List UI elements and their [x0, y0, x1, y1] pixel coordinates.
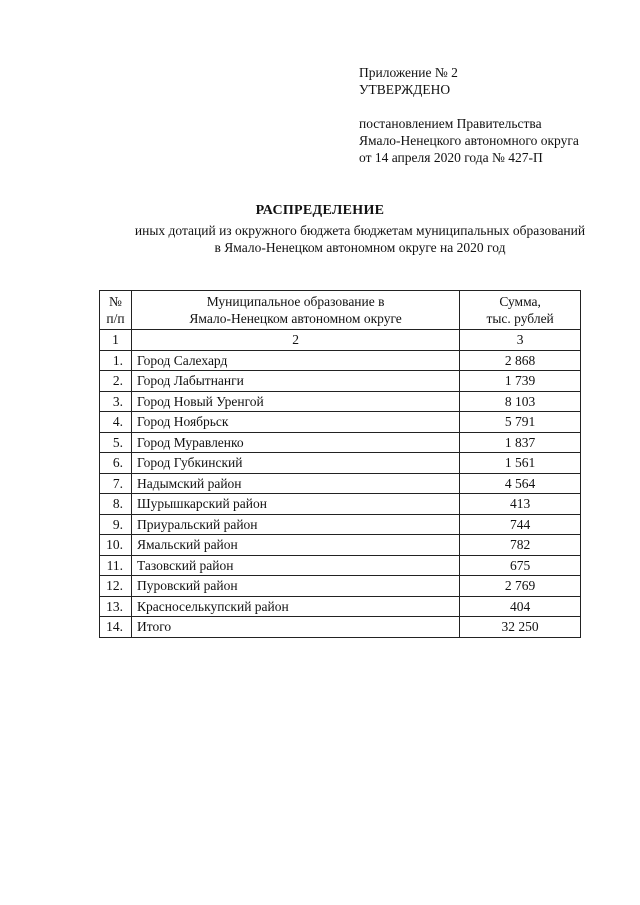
header-municipality-line-2: Ямало-Ненецком автономном округе	[189, 311, 402, 326]
column-index-3: 3	[460, 330, 581, 351]
table-row	[100, 576, 581, 597]
header-number-line-1: №	[109, 294, 122, 309]
subsidy-amount: 404	[460, 596, 581, 617]
subtitle-line-1: иных дотаций из окружного бюджета бюджетам муниципальных образований	[134, 223, 586, 238]
table-row	[100, 391, 581, 412]
header-sum-line-1: Сумма,	[499, 294, 541, 309]
header-municipality-line-1: Муниципальное образование в	[206, 294, 385, 309]
decree-line-1: постановлением Правительства	[359, 116, 542, 131]
municipality-name: Город Губкинский	[131, 453, 459, 474]
table-header-row	[100, 291, 581, 330]
document-title: РАСПРЕДЕЛЕНИЕ	[255, 203, 385, 218]
table-row	[100, 514, 581, 535]
header-sum-line-2: тыс. рублей	[486, 311, 554, 326]
subsidy-amount: 782	[460, 535, 581, 556]
municipality-name: Город Лабытнанги	[131, 371, 459, 392]
appendix-number: Приложение № 2	[359, 65, 458, 80]
approved-label: УТВЕРЖДЕНО	[359, 82, 451, 97]
subsidy-amount: 5 791	[460, 412, 581, 433]
table-row	[100, 596, 581, 617]
table-row	[100, 555, 581, 576]
row-number: 9.	[100, 514, 132, 535]
row-number: 10.	[100, 535, 132, 556]
table-row	[100, 453, 581, 474]
row-number: 3.	[100, 391, 132, 412]
subsidy-amount: 413	[460, 494, 581, 515]
subsidy-amount: 1 739	[460, 371, 581, 392]
municipality-name: Город Муравленко	[131, 432, 459, 453]
table-row	[100, 350, 581, 371]
row-number: 13.	[100, 596, 132, 617]
table-row	[100, 371, 581, 392]
document-subtitle	[80, 222, 640, 256]
table-row	[100, 473, 581, 494]
row-number: 11.	[100, 555, 132, 576]
table-row	[100, 432, 581, 453]
municipality-name: Шурышкарский район	[131, 494, 459, 515]
header-number-line-2: п/п	[106, 311, 125, 326]
municipality-name: Город Ноябрьск	[131, 412, 459, 433]
subsidy-amount: 32 250	[460, 617, 581, 638]
header-municipality	[131, 291, 459, 330]
row-number: 14.	[100, 617, 132, 638]
municipality-name: Город Новый Уренгой	[131, 391, 459, 412]
subsidy-amount: 1 837	[460, 432, 581, 453]
spacer	[359, 98, 579, 115]
row-number: 7.	[100, 473, 132, 494]
municipality-name: Пуровский район	[131, 576, 459, 597]
municipality-name: Город Салехард	[131, 350, 459, 371]
row-number: 12.	[100, 576, 132, 597]
row-number: 1.	[100, 350, 132, 371]
table-row	[100, 617, 581, 638]
approval-block	[359, 64, 579, 166]
municipality-name: Ямальский район	[131, 535, 459, 556]
row-number: 5.	[100, 432, 132, 453]
table-row	[100, 412, 581, 433]
header-number	[100, 291, 132, 330]
municipality-name: Надымский район	[131, 473, 459, 494]
municipality-name: Приуральский район	[131, 514, 459, 535]
subsidy-amount: 8 103	[460, 391, 581, 412]
municipality-name: Тазовский район	[131, 555, 459, 576]
subtitle-line-2: в Ямало-Ненецком автономном округе на 2020 год	[214, 240, 506, 255]
municipality-name: Красноселькупский район	[131, 596, 459, 617]
decree-line-3: от 14 апреля 2020 года № 427-П	[359, 150, 543, 165]
column-index-2: 2	[131, 330, 459, 351]
column-index-1: 1	[100, 330, 132, 351]
distribution-table	[99, 290, 581, 638]
row-number: 2.	[100, 371, 132, 392]
header-sum	[460, 291, 581, 330]
table-row	[100, 535, 581, 556]
row-number: 4.	[100, 412, 132, 433]
municipality-name: Итого	[131, 617, 459, 638]
row-number: 8.	[100, 494, 132, 515]
decree-line-2: Ямало-Ненецкого автономного округа	[359, 133, 579, 148]
subsidy-amount: 744	[460, 514, 581, 535]
subsidy-amount: 2 868	[460, 350, 581, 371]
subsidy-amount: 1 561	[460, 453, 581, 474]
column-index-row	[100, 330, 581, 351]
table-row	[100, 494, 581, 515]
row-number: 6.	[100, 453, 132, 474]
subsidy-amount: 675	[460, 555, 581, 576]
subsidy-amount: 2 769	[460, 576, 581, 597]
subsidy-amount: 4 564	[460, 473, 581, 494]
